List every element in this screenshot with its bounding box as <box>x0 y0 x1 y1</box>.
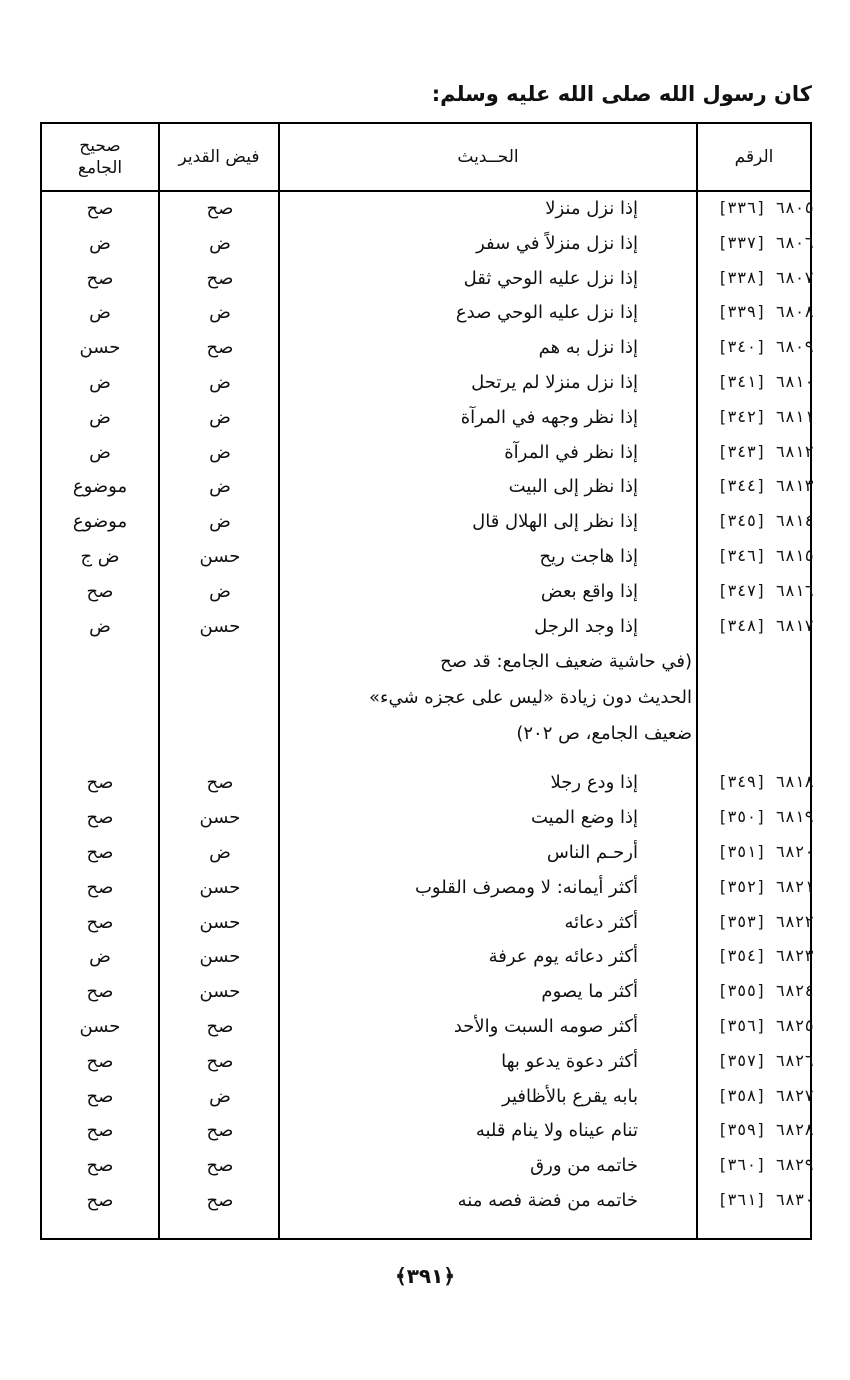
hadith-text: إذا وضع الميت <box>530 807 638 829</box>
page-heading: كان رسول الله صلى الله عليه وسلم: <box>431 82 812 106</box>
sahih-grade: ض <box>89 302 111 324</box>
hadith-number: ٦٨١٦ [٣٤٧] <box>717 580 814 600</box>
table-row <box>42 766 814 801</box>
hadith-text: أكثر أيمانه: لا ومصرف القلوب <box>414 876 638 898</box>
table-row <box>42 906 814 941</box>
faid-grade: حسن <box>199 615 241 637</box>
hadith-text: أرحـم الناس <box>546 841 638 863</box>
hadith-number: ٦٨٢٧ [٣٥٨] <box>717 1085 814 1105</box>
faid-grade: صح <box>206 198 234 219</box>
faid-grade: ض <box>209 232 231 254</box>
sahih-grade: صح <box>86 981 114 1003</box>
sahih-grade: ض <box>89 946 111 968</box>
header-faid: فيض القدير <box>178 147 260 167</box>
page-number: ﴿٣٩١﴾ <box>394 1264 456 1288</box>
sahih-grade: ض <box>89 615 111 637</box>
table-row <box>42 1010 814 1045</box>
table-row <box>42 262 814 297</box>
hadith-number: ٦٨٠٥ [٣٣٦] <box>717 198 814 217</box>
hadith-number: ٦٨١٢ [٣٤٣] <box>717 441 814 461</box>
hadith-text: أكثر دعائه <box>564 911 638 933</box>
hadith-text: إذا نزل عليه الوحي ثقل <box>463 267 638 289</box>
table-row <box>42 871 814 906</box>
rows-group-a <box>42 192 814 644</box>
table-row <box>42 975 814 1010</box>
table-row <box>42 610 814 645</box>
hadith-text: إذا نزل به هم <box>538 337 638 359</box>
footnote-line: (في حاشية ضعيف الجامع: قد صح <box>440 651 692 673</box>
hadith-number: ٦٨٢١ [٣٥٢] <box>717 876 814 896</box>
hadith-number: ٦٨١٤ [٣٤٥] <box>717 511 814 531</box>
table-row <box>42 470 814 505</box>
table-row <box>42 836 814 871</box>
sahih-grade: صح <box>86 1155 114 1177</box>
sahih-grade: صح <box>86 1085 114 1107</box>
hadith-text: إذا هاجت ريح <box>539 545 638 567</box>
header-number: الرقم <box>734 147 774 167</box>
header-sahih <box>42 124 158 190</box>
faid-grade: ض <box>209 476 231 498</box>
table-row <box>42 1149 814 1184</box>
sahih-grade: حسن <box>79 1015 121 1037</box>
hadith-text: إذا نزل منزلاً في سفر <box>476 232 638 254</box>
table-row <box>42 940 814 975</box>
hadith-number: ٦٨١٥ [٣٤٦] <box>717 545 814 565</box>
hadith-number: ٦٨٠٩ [٣٤٠] <box>717 337 814 357</box>
hadith-number: ٦٨١١ [٣٤٢] <box>717 406 814 426</box>
hadith-number: ٦٨٢٩ [٣٦٠] <box>717 1155 814 1175</box>
table-row <box>42 366 814 401</box>
hadith-text: إذا نزل منزلا لم يرتحل <box>471 371 638 393</box>
hadith-number: ٦٨٣٠ [٣٦١] <box>717 1189 814 1209</box>
hadith-text: إذا نزل منزلا <box>545 198 638 219</box>
faid-grade: ض <box>209 841 231 863</box>
hadith-text: إذا نظر إلى البيت <box>508 476 638 498</box>
hadith-number: ٦٨١٧ [٣٤٨] <box>717 615 814 635</box>
hadith-number: ٦٨١٠ [٣٤١] <box>717 371 814 391</box>
faid-grade: ض <box>209 580 231 602</box>
sahih-grade: موضوع <box>72 476 128 498</box>
footnote-line: ضعيف الجامع، ص ٢٠٢) <box>516 723 692 745</box>
hadith-text: خاتمه من ورق <box>530 1155 638 1177</box>
faid-grade: حسن <box>199 545 241 567</box>
hadith-text: تنام عيناه ولا ينام قلبه <box>475 1120 638 1142</box>
hadith-text: إذا نظر في المرآة <box>504 441 638 463</box>
faid-grade: ض <box>209 371 231 393</box>
sahih-grade: ض <box>89 406 111 428</box>
header-sahih-line2: الجامع <box>77 158 123 178</box>
table-row <box>42 540 814 575</box>
faid-grade: حسن <box>199 911 241 933</box>
faid-grade: صح <box>206 267 234 289</box>
rows-group-b <box>42 766 814 1218</box>
faid-grade: صح <box>206 337 234 359</box>
hadith-text: خاتمه من فضة فصه منه <box>457 1189 638 1211</box>
sahih-grade: ض <box>89 441 111 463</box>
hadith-text: إذا وجد الرجل <box>534 615 638 637</box>
hadith-number: ٦٨٢٣ [٣٥٤] <box>717 946 814 966</box>
table-row <box>42 1114 814 1149</box>
hadith-text: أكثر دعائه يوم عرفة <box>488 946 638 968</box>
sahih-grade: صح <box>86 911 114 933</box>
hadith-number: ٦٨٢٦ [٣٥٧] <box>717 1050 814 1070</box>
sahih-grade: صح <box>86 267 114 289</box>
table-row <box>42 1045 814 1080</box>
table-row <box>42 401 814 436</box>
table-body <box>42 192 814 1219</box>
sahih-grade: ض <box>89 232 111 254</box>
hadith-number: ٦٨٢٨ [٣٥٩] <box>717 1120 814 1140</box>
hadith-number: ٦٨٢٤ [٣٥٥] <box>717 981 814 1001</box>
faid-grade: حسن <box>199 981 241 1003</box>
faid-grade: ض <box>209 302 231 324</box>
hadith-number: ٦٨١٨ [٣٤٩] <box>717 772 814 792</box>
hadith-number: ٦٨١٩ [٣٥٠] <box>717 807 814 827</box>
hadith-text: أكثر صومه السبت والأحد <box>453 1015 638 1037</box>
faid-grade: صح <box>206 1015 234 1037</box>
faid-grade: ض <box>209 1085 231 1107</box>
faid-grade: صح <box>206 1050 234 1072</box>
faid-grade: صح <box>206 1189 234 1211</box>
sahih-grade: صح <box>86 772 114 794</box>
sahih-grade: ض ج <box>80 545 120 567</box>
sahih-grade: موضوع <box>72 511 128 533</box>
sahih-grade: حسن <box>79 337 121 359</box>
hadith-text: إذا نزل عليه الوحي صدع <box>455 302 638 324</box>
table-row <box>42 192 814 227</box>
table-row <box>42 331 814 366</box>
sahih-grade: ض <box>89 371 111 393</box>
faid-grade: صح <box>206 772 234 794</box>
footnote <box>42 644 810 766</box>
faid-grade: ض <box>209 511 231 533</box>
sahih-grade: صح <box>86 807 114 829</box>
sahih-grade: صح <box>86 1120 114 1142</box>
sahih-grade: صح <box>86 198 114 219</box>
table-row <box>42 436 814 471</box>
hadith-number: ٦٨٠٨ [٣٣٩] <box>717 302 814 322</box>
faid-grade: ض <box>209 406 231 428</box>
sahih-grade: صح <box>86 580 114 602</box>
hadith-text: أكثر ما يصوم <box>541 981 638 1003</box>
hadith-text: أكثر دعوة يدعو بها <box>501 1050 638 1072</box>
hadith-number: ٦٨٢٠ [٣٥١] <box>717 841 814 861</box>
hadith-number: ٦٨١٣ [٣٤٤] <box>717 476 814 496</box>
sahih-grade: صح <box>86 841 114 863</box>
hadith-number: ٦٨٢٥ [٣٥٦] <box>717 1015 814 1035</box>
hadith-number: ٦٨٠٦ [٣٣٧] <box>717 232 814 252</box>
hadith-table <box>40 122 812 1240</box>
hadith-text: إذا نظر وجهه في المرآة <box>460 406 638 428</box>
header-sahih-line1: صحيح <box>79 136 121 156</box>
sahih-grade: صح <box>86 1050 114 1072</box>
table-row <box>42 227 814 262</box>
hadith-text: بابه يقرع بالأظافير <box>502 1085 638 1107</box>
faid-grade: ض <box>209 441 231 463</box>
faid-grade: حسن <box>199 807 241 829</box>
table-row <box>42 1080 814 1115</box>
faid-grade: صح <box>206 1120 234 1142</box>
table-row <box>42 505 814 540</box>
hadith-text: إذا نظر إلى الهلال قال <box>472 511 638 533</box>
hadith-number: ٦٨٠٧ [٣٣٨] <box>717 267 814 287</box>
faid-grade: حسن <box>199 946 241 968</box>
hadith-number: ٦٨٢٢ [٣٥٣] <box>717 911 814 931</box>
sahih-grade: صح <box>86 1189 114 1211</box>
hadith-text: إذا ودع رجلا <box>550 772 638 794</box>
table-row <box>42 801 814 836</box>
header-hadith: الحــديث <box>457 147 519 167</box>
table-row <box>42 296 814 331</box>
hadith-text: إذا واقع بعض <box>540 580 638 602</box>
faid-grade: حسن <box>199 876 241 898</box>
footnote-line: الحديث دون زيادة «ليس على عجزه شيء» <box>369 687 692 709</box>
table-row <box>42 1184 814 1219</box>
table-row <box>42 575 814 610</box>
faid-grade: صح <box>206 1155 234 1177</box>
sahih-grade: صح <box>86 876 114 898</box>
